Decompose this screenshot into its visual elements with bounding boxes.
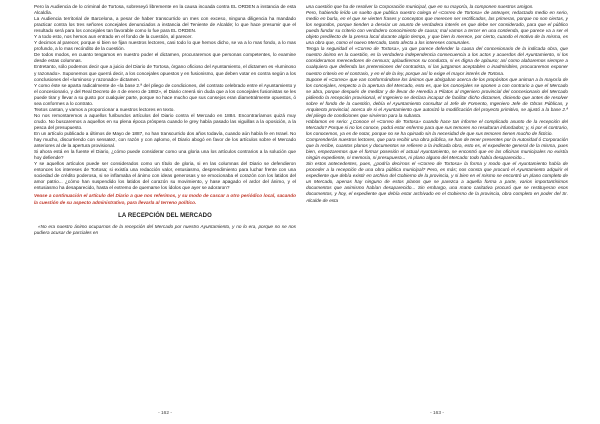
left-paragraph-10: En un artículo publicado a últimos de Mayo de 1887, no han transcurrido dos años todavía, cuando aún había fe en Israel. No hay mucho, discurriendo con sensatez, con razón y con aplomo, el Diario abogó en favor de los artículos sobre el Mercado anteriores al de la apertura provisional. [34,130,296,149]
right-paragraph-7: Sin estos antecedentes, pues, ¿podría decirnos el «Correo de Tortosa» la forma y modo que el Ayuntamiento había de proceder a la recepción de una obra pública municipal? Pero, es más; nos consta que procuró el Ayuntamiento adquirir el expediente que debía existir en archivo del Gobierno de la provincia, y si bien en el mismo se encontró un plano completo de un Mercado, apenas hay ninguno de estos planos que se parezca a aquella forma a parte, varios importantísimos documentos que asimismo habían desaparecido... Sin embargo, una mano caritativa procuró que se restituyeran esos documentos, y hoy, el expediente que debía estar archivado en el Gobierno de la provincia, obra completo en poder del Sr. Alcalde de esta [306,161,568,203]
right-paragraph-2: Pero, habiendo leído un suelto que publica nuestro colega el «Correo de Tortosa» de anteayer, redactado medio en serio, medio en burla, en el que se vierten frases y conceptos que merecen ser rectificados, las primeras, porque no son ciertas, y los segundos, porque tienden a desviar un asunto de verdadera interés en que debe ser considerado, para que el público pueda fundar su criterio con verdadero conocimiento de causa; mal vamos a tercer en una contienda, que parece va a ser el objeto predilecto de la prensa local durante algún tiempo, y que bien lo merece, por cierto, cuando el motivo de la misma, es una obra que, como el nuevo Mercado, tanto afecta a los intereses comunales. [306,10,568,46]
left-paragraph-4: Y decimos al parecer, porque si bien se fijan nuestros lectores, casi todo lo que hemos dicho, se va a lo mas fondo, a lo mas profundo, a lo mas recóndito de la cuestión. [34,40,296,52]
left-paragraph-9: No nos remontaremos a aquellos furibundos artículos del Diario contra el Mercado en 1884. Encontraríamos quizá muy crudo. No buscaremos a aquellos en su plena época próspera cuando le grey había pasado las viguillas a la oposición, a la pesca del presupuesto. [34,112,296,130]
left-paragraph-1: Pero la Audiencia de lo criminal de Tortosa, sobreseyó libremente en la causa incoada contra EL ORDEN a instancia de esta Alcaldía. [34,4,296,16]
right-paragraph-5: Hablamos en serio: ¿Conoce el «Correo de Tortosa» cuando hace tan informe el complicado asunto de la recepción del Mercado? Porque si no los conoce, podrá estar enfermo para que sus temores no resultaran infundados; y, si por el contrario, los conocemos, ya es de notar, porque no se ha opinado sin la necesidad de que sus temores tienen mucho de ficticio. [306,118,568,136]
page-number-left: - 162 - [158,411,172,416]
left-paragraph-2: La Audiencia territorial de Barcelona, a pesar de haber transcurrido un mes con exceso, ninguna diligencia ha mandado practicar contra los tres señores concejales denunciados a instancia del Teniente de Alcalde; lo que hace presumir que el resultado será para los concejales tan favorable como lo fue para EL ORDEN. [34,16,296,34]
left-paragraph-5: De todos modos, en cuanto tengamos en nuestro poder el dictamen, procuraremos que personas competentes, lo examine desde estas columnas. [34,52,296,64]
left-paragraph-11: Si ahora está en la fuente el Diario, ¿cómo puede considerar como una gloria una los artículos contrarios a la solución que hoy defiende? [34,149,296,161]
editorial-note: Vease a continuación el artículo del Diario a que nos referimos, y su modo de cascar a otro periódico local, sacando la cuestión de su aspecto administrativo, para llevarla al terreno político. [34,193,296,205]
right-paragraph-6: Comprenderán nuestros lectores, que para recibir una obra pública, se han de tener presentes por la Autoridad ó Corporación que la recibe, cuantos planos y documentos se refieren a la indicada obra, esto es, el expediente general de la misma, pues bien, empezaremos que el formar posesión el actual Ayuntamiento, se encontró que en las oficinas municipales no existía ningún expediente, ni memoria, ni presupuestos, ni plano alguno del Mercado: todo había desaparecido... [306,137,568,161]
right-paragraph-3: Tenga la seguridad el «Correo de Tortosa», ya que parece defender la causa del concesionario de la indicada obra, que nuestro ánimo en la cuestión, es la verdadera independencia consecuencia a los actos y acuerdos del Ayuntamiento, si los consideramos merecedores de censura; aplaudiremos su conducta, si es digna de aplauso; así como alabaremos siempre a cualquiera que defienda las pretensiones del contratista, si las juzgamos aceptables o inadmisibles, procuraremos exponer nuestro criterio en el contrario, y en el de la ley, porque así lo exige el mayor interés de Tortosa. [306,46,568,76]
section-heading: LA RECEPCIÓN DEL MERCADO [118,212,212,219]
left-closing-paragraph: «No era nuestro ánimo ocuparnos de la recepción del Mercado por nuestro Ayuntamiento, y no lo era, porque no se nos pudiera acusar de parciales en [34,223,296,235]
left-page [34,4,296,400]
left-paragraph-12: Y se aquellos artículos puede ser considerados como un título de gloria, si en las columnas del Diario se defendieron entonces los intereses de Tortosa; si existía una redacción valor, entusiasmo, desprendimiento para luchar frente con una sociedad de crédito poderosa, si se inflamaba el ánimo con ideas generosas y se emocionaba el corazón con los latidos del amor patrio... ¿cómo han suspendido los latidos del corazón su movimiento, y hase apagado el ardor del ánimo, y el entusiasmo ha desaparecido, hasta el extremo de quemarse los ídolos que ayer se adoraron? [34,161,296,191]
left-paragraph-3: Y a todo esto, nos hemos aun entrado en el fondo de la cuestión, al parecer. [34,34,193,40]
left-paragraph-6: Entretanto, sólo podemos decir que a juicio del Diario de Tortosa, órgano oficioso del Ayuntamiento, el dictamen es «luminoso y razonado». Suponemos que querrá decir, a los concejales opuestos y en fusionismo, que deben votar en contra según a los conclusiones del «luminoso y razonado» dictamen. [34,64,296,82]
right-page [306,4,568,400]
right-paragraph-4: Supone el «Correo» que van conformándose los ánimos que abrigaban acerca de los propósitos que animan a la mayoría de los concejales, respecto a la apertura del Mercado, esto es, que los concejales se oponen a con contrario a que el Mercado se abra, porque después de meditar y de llevar de Heredia a Pilatos al Ingeniero provincial del concesionario del Mercado pidiendo la recepción provisional, el Ingeniero se declara incapaz de facilitar dicho dictamen, diciendo que antes de resolver sobre el fondo de la cuestión, debía el Ayuntamiento consultar al Jefe de Fomento, Ingeniero Jefe de Obras Públicas, y Arquitecto provincial, acerca de si el Ayuntamiento que autorizó la modificación del proyecto primitivo, se ajustó a la base 2.ª del pliego de condiciones que sirvieron para la subasta. [306,76,568,118]
right-paragraph-1: una cuestión que ha de resolver la Corporación municipal, que en su mayoría, la componen nuestros amigos. [306,4,534,9]
left-paragraph-8: Textos cantan, y vamos a proporcionar a nuestros lectores en texto. [34,106,175,112]
page-number-right: - 163 - [430,411,444,416]
left-paragraph-7: Y como éste se aparta radicalmente de «la base 2.ª del pliego de condiciones, del contrato celebrado entre el Ayuntamiento y el concesionario, y del Real Decreto de 4 de enero de 1882», el Diario creerá sin duda que a los concejales fusionistas se les puede tirar y llevar a su gusto por cualquier parte, porque no hace mucho que sus consejos eran diametralmente opuestos, ó sea conformes a lo contrato. [34,82,296,106]
